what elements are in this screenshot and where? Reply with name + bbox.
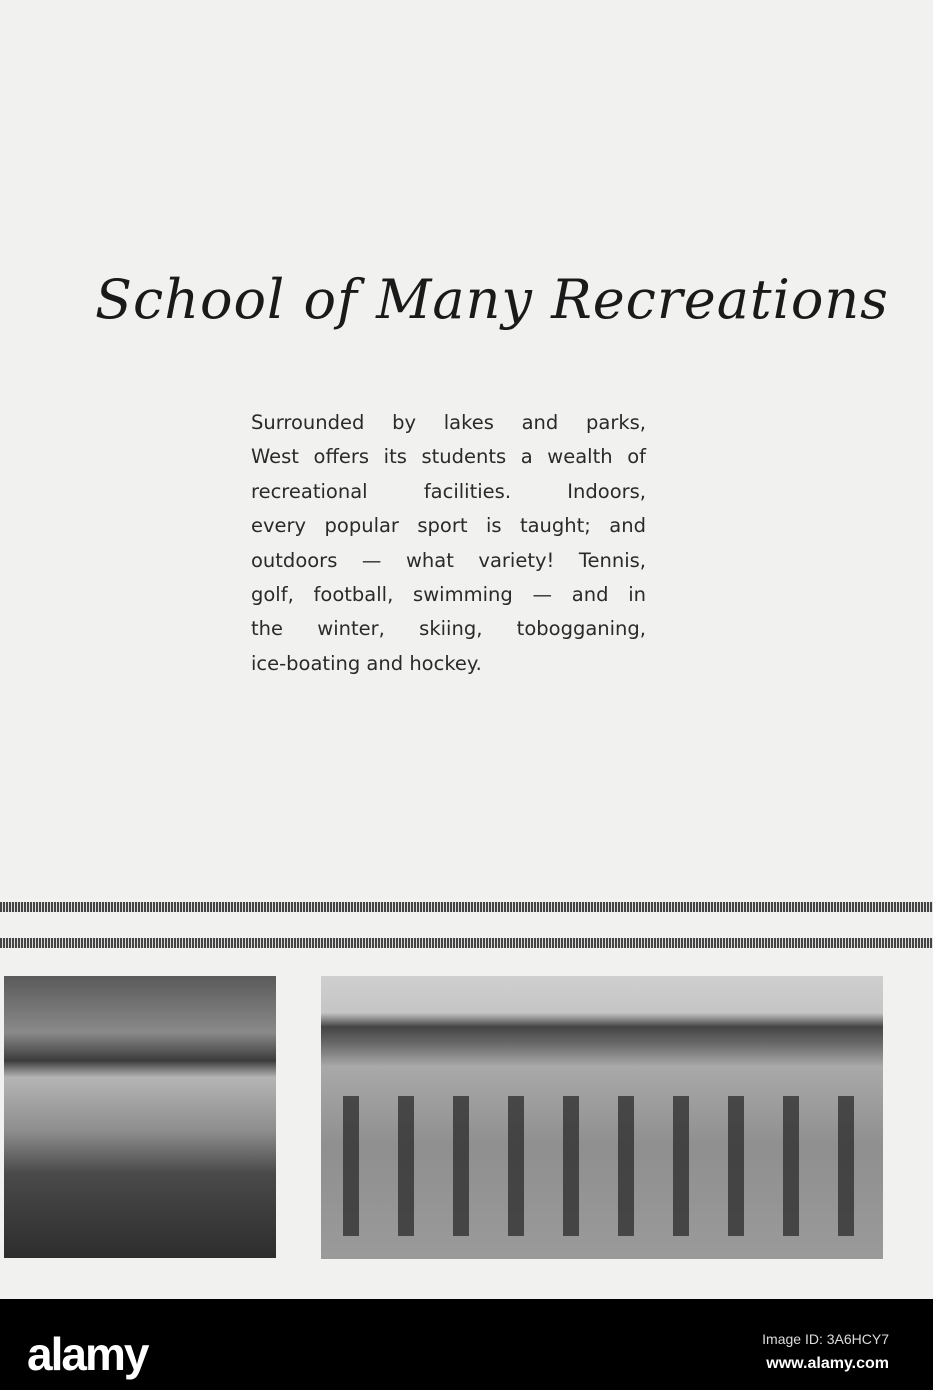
paragraph-line: every popular sport is taught; and [251, 514, 646, 538]
paragraph-line: the winter, skiing, tobogganing, [251, 617, 646, 641]
decorative-rule-top [0, 902, 933, 912]
image-id: Image ID: 3A6HCY7 [762, 1331, 889, 1347]
page-title: School of Many Recreations [95, 268, 889, 331]
paragraph-line: Surrounded by lakes and parks, [251, 411, 646, 434]
swimmers-figures [321, 1096, 883, 1236]
alamy-logo: alamy [27, 1328, 148, 1380]
body-paragraph [251, 406, 646, 681]
paragraph-line: recreational facilities. Indoors, [251, 479, 646, 503]
paragraph-line: outdoors — what variety! Tennis, [251, 548, 646, 572]
paragraph-line: West offers its students a wealth of [251, 445, 646, 469]
photo-swimmers-in-lake [321, 976, 883, 1259]
paragraph-line: golf, football, swimming — and in [251, 583, 646, 607]
paragraph-line: ice-boating and hockey. [251, 651, 482, 675]
watermark-footer [0, 1299, 933, 1390]
decorative-rule-bottom [0, 938, 933, 948]
site-url: www.alamy.com [766, 1355, 889, 1372]
photo-boats-by-bridge [4, 976, 276, 1258]
